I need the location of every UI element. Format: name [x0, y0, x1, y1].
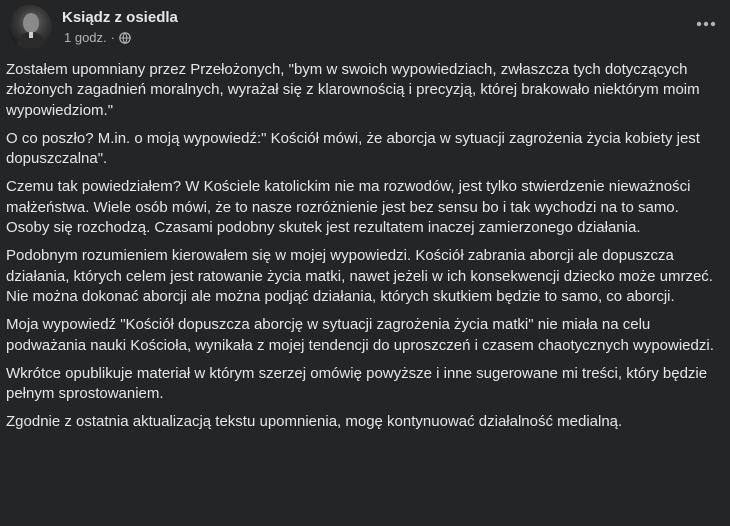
post-time[interactable]: 1 godz. — [64, 30, 107, 45]
post-paragraph: Zgodnie z ostatnia aktualizacją tekstu upomnienia, mogę kontynuować działalność medialną. — [6, 413, 623, 431]
post-body — [6, 60, 722, 441]
post-subline — [62, 30, 178, 46]
post-paragraph: Zostałem upomniany przez Przełożonych, "bym w swoich wypowiedziach, zwłaszcza tych dotyczących złożonych zagadnień moralnych, wyrażał się z klarownością i precyzją, której brakowało niektórym moim wypowiedziom." — [6, 61, 700, 119]
post-paragraph: Wkrótce opublikuje materiał w którym szerzej omówię powyższe i inne sugerowane mi treści, który będzie pełnym sprostowaniem. — [6, 364, 708, 403]
author-name[interactable]: Ksiądz z osiedla — [62, 9, 178, 26]
post-header — [8, 4, 178, 50]
post-paragraph: Podobnym rozumieniem kierowałem się w mojej wypowiedzi. Kościół zabrania aborcji ale dopuszcza działania, których celem jest ratowanie życia matki, nawet jeżeli w ich konsekwencji dziecko może umrzeć. Nie można dokonać aborcji ale można podjąć działania, których skutkiem będzie to samo, co aborcji. — [6, 247, 713, 305]
post-paragraph: Czemu tak powiedziałem? W Kościele katolickim nie ma rozwodów, jest tylko stwierdzenie nieważności małżeństwa. Wiele osób mówi, że to nasze rozróżnienie jest bez sensu bo i tak wychodzi na to samo. Osoby się rozchodzą. Czasami podobny skutek jest rezultatem inaczej zamierzonego działania. — [6, 178, 691, 237]
separator-dot: · — [110, 30, 115, 45]
avatar[interactable] — [8, 5, 52, 49]
post-paragraph: O co poszło? M.in. o moją wypowiedź:" Kościół mówi, że aborcja w sytuacji zagrożenia życia kobiety jest dopuszczalna". — [6, 129, 700, 168]
post-paragraph: Moja wypowiedź "Kościół dopuszcza aborcję w sytuacji zagrożenia życia matki" nie miała na celu podważania nauki Kościoła, wynikała z mojej tendencji do uproszczeń i czasem chaotycznych wypowiedzi. — [6, 316, 714, 354]
more-horizontal-icon[interactable] — [694, 12, 718, 36]
post-meta — [62, 8, 178, 46]
globe-icon — [119, 32, 131, 44]
avatar-image — [8, 5, 52, 49]
